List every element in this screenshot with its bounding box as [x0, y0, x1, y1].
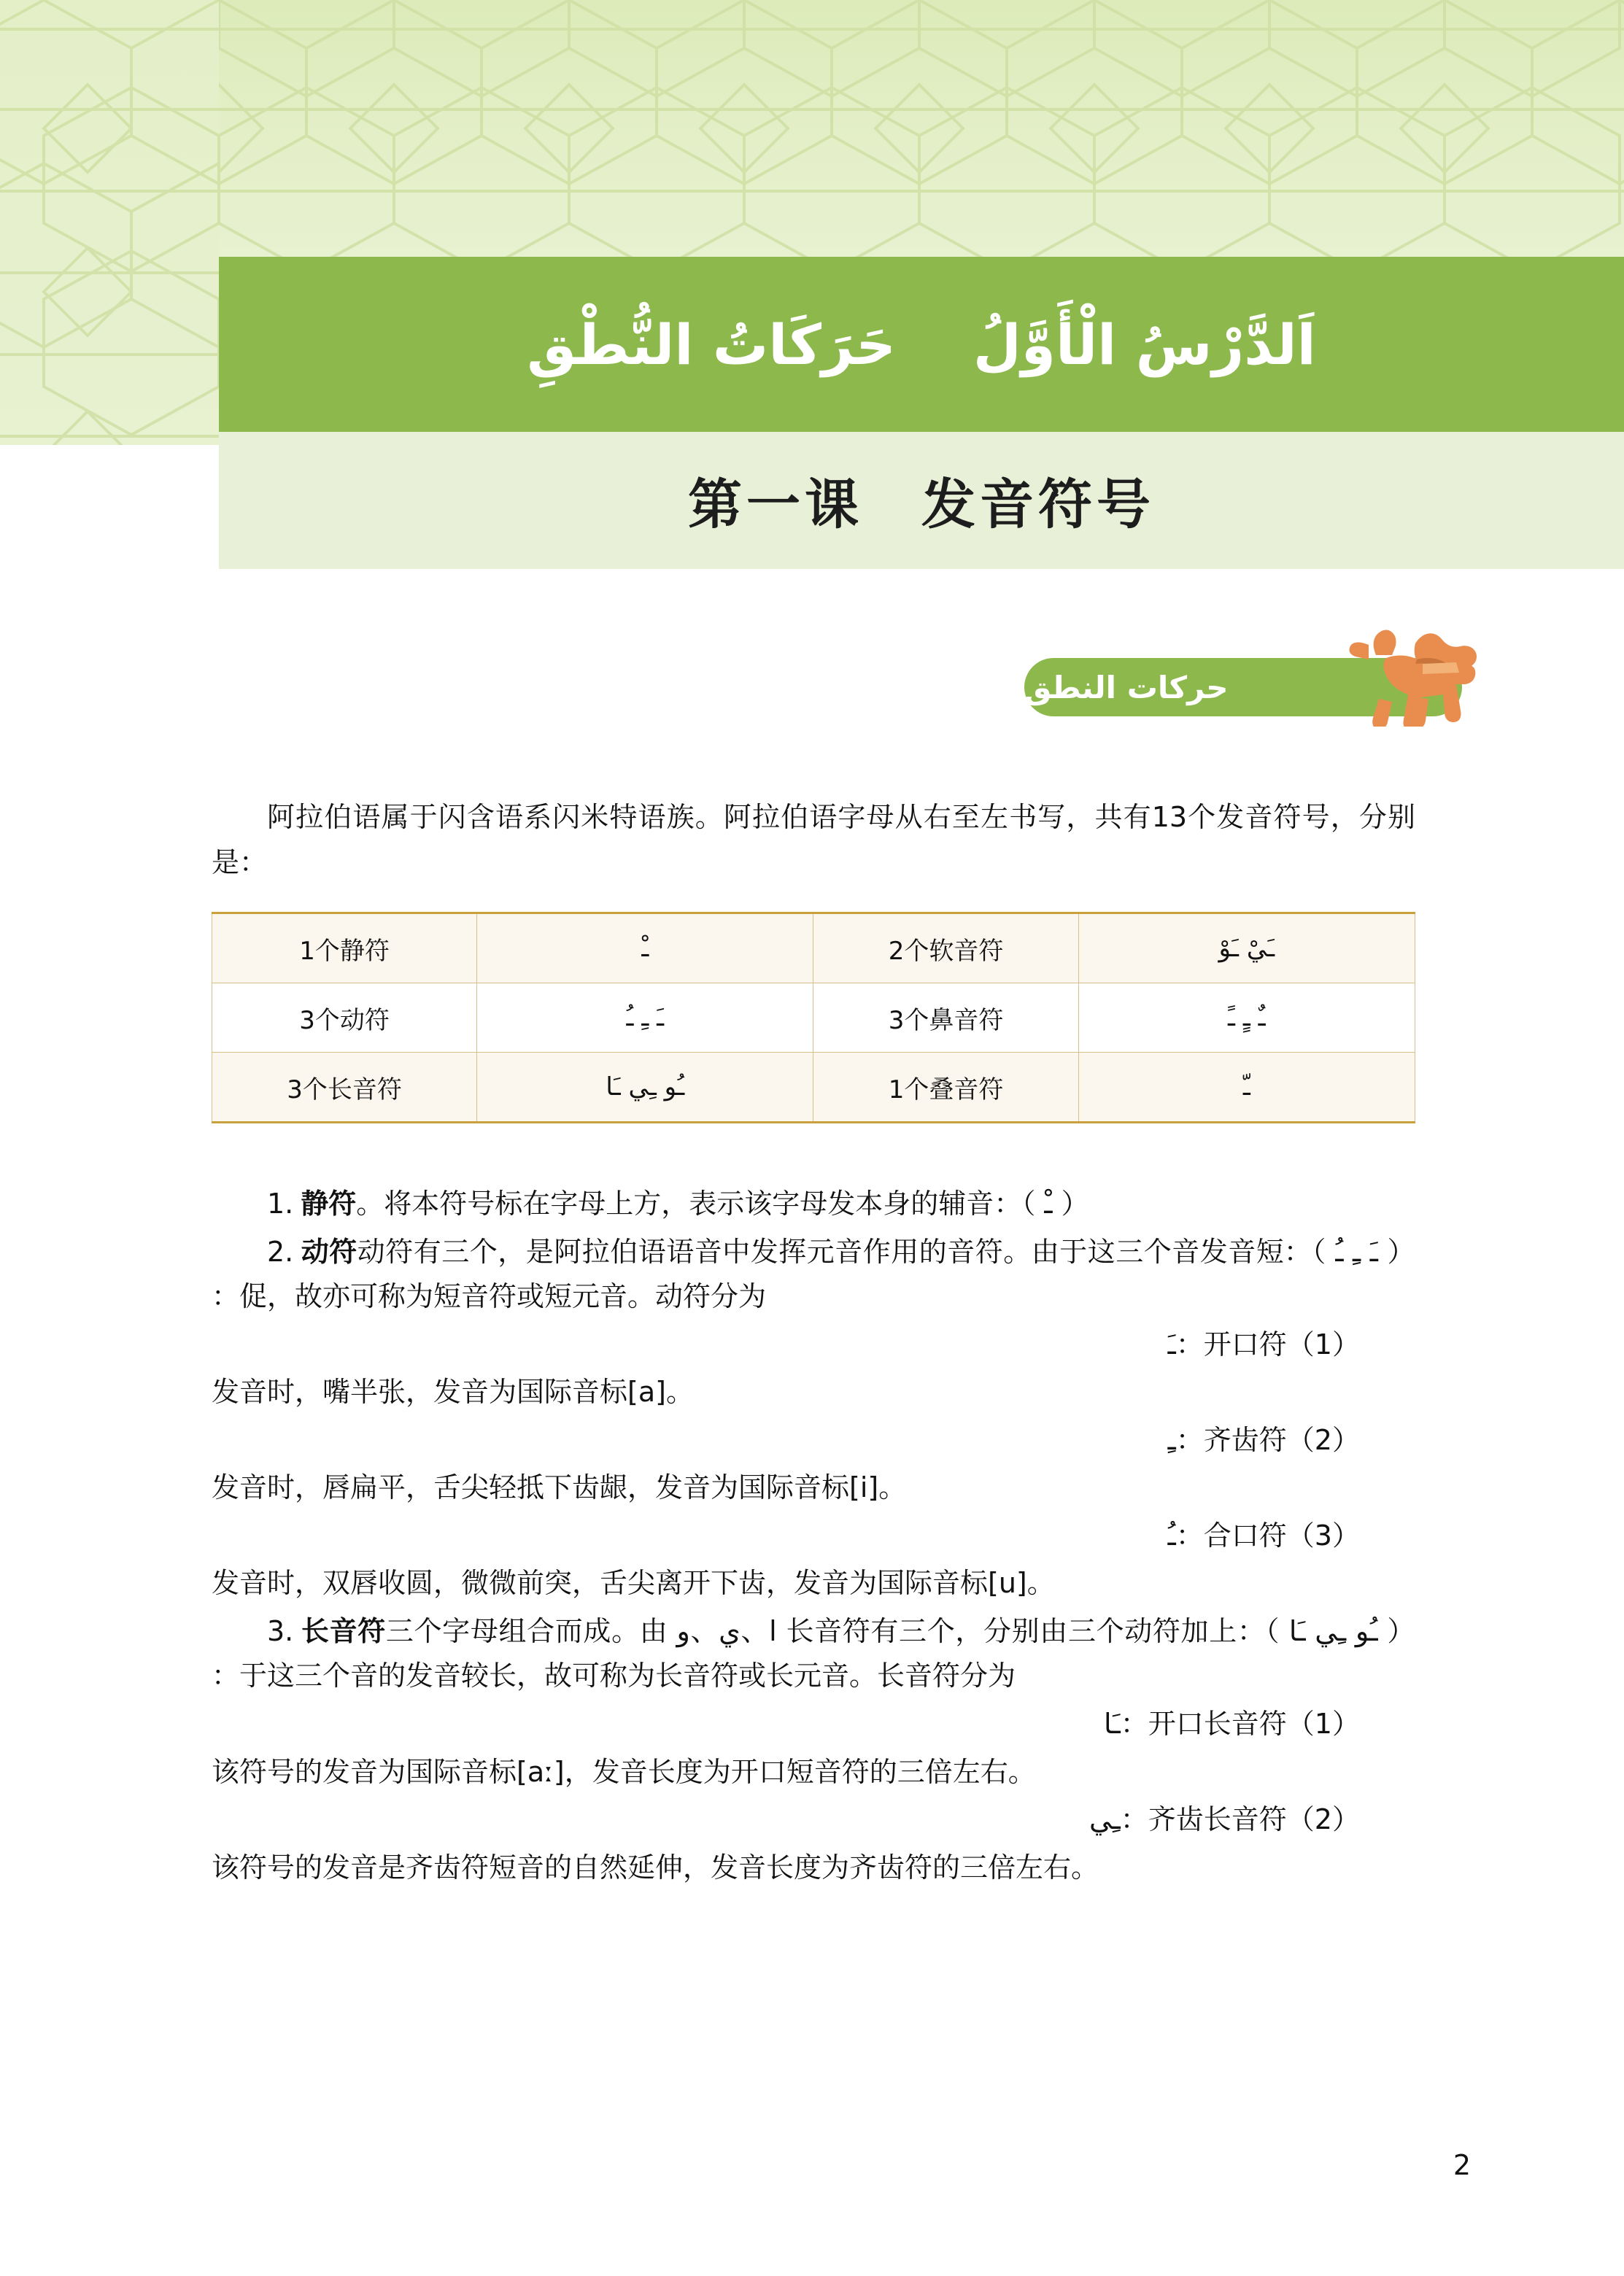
table-row [212, 1053, 1415, 1123]
table-row [212, 913, 1415, 983]
table-row [212, 983, 1415, 1053]
section-tag-label: حركات النطق [1024, 669, 1229, 705]
body-item-2 [212, 1230, 1415, 1320]
item-1-num: 1. [267, 1188, 294, 1220]
cell-label-left: 3个长音符 [212, 1053, 477, 1123]
intro-block [212, 795, 1415, 888]
left-decorative-band [0, 0, 219, 445]
lesson-title-arabic: اَلدَّرْسُ الْأَوَّلُ حَرَكَاتُ النُّطْقِ [527, 311, 1316, 377]
body-item-3-2-desc: 该符号的发音是齐齿符短音的自然延伸，发音长度为齐齿符的三倍左右。 [212, 1851, 1099, 1884]
geometric-pattern-icon [0, 0, 1624, 257]
intro-paragraph: 阿拉伯语属于闪含语系闪米特语族。阿拉伯语字母从右至左书写，共有13个发音符号，分别是： [212, 801, 1415, 878]
lesson-title-chinese: 第一课 发音符号 [688, 473, 1155, 536]
item-3-text: （ ـُو ـِي ـَا ）：长音符有三个，分别由三个动符加上 ا、ي、و 三个字母组合而成。由于这三个音的发音较长，故可称为长音符或长元音。长音符分为： [212, 1614, 1415, 1692]
body-item-2-2-desc: 发音时，唇扁平，舌尖轻抵下齿龈，发音为国际音标[i]。 [212, 1471, 907, 1504]
marks-table [212, 912, 1415, 1123]
camel-icon [1306, 617, 1488, 727]
item-3-num: 3. [267, 1614, 294, 1647]
cell-label-right: 3个鼻音符 [813, 983, 1078, 1053]
cell-label-right: 1个叠音符 [813, 1053, 1078, 1123]
body-item-3-1: （1）开口长音符：ـَا [1104, 1708, 1360, 1741]
item-1-text: （ ـْ ）：将本符号标在字母上方，表示该字母发本身的辅音。 [356, 1188, 1089, 1220]
body-item-3-1-desc: 该符号的发音为国际音标[aː]，发音长度为开口短音符的三倍左右。 [212, 1755, 1036, 1788]
cell-marks-left: ـْ [477, 913, 813, 983]
cell-marks-right: ـّ [1078, 1053, 1415, 1123]
body-block [212, 1182, 1415, 1893]
cell-marks-left: ـُو ـِي ـَا [477, 1053, 813, 1123]
item-2-term: 动符 [301, 1235, 357, 1268]
item-1-term: 静符 [301, 1188, 357, 1220]
body-item-1 [212, 1182, 1415, 1227]
cell-label-left: 3个动符 [212, 983, 477, 1053]
cell-marks-left: ـَ ـِ ـُ [477, 983, 813, 1053]
item-2-text: （ ـَ ـِ ـُ ）：动符有三个，是阿拉伯语语音中发挥元音作用的音符。由于这三个音发音短促，故亦可称为短音符或短元音。动符分为： [212, 1235, 1415, 1313]
body-item-3-2: （2）齐齿长音符：ـِي [1089, 1803, 1360, 1836]
item-2-num: 2. [267, 1235, 294, 1268]
cell-label-left: 1个静符 [212, 913, 477, 983]
marks-table-wrap [212, 912, 1415, 1123]
body-item-2-3: （3）合口符：ـُ [1167, 1519, 1360, 1552]
body-item-2-1-desc: 发音时，嘴半张，发音为国际音标[a]。 [212, 1376, 694, 1409]
body-item-2-3-desc: 发音时，双唇收圆，微微前突，舌尖离开下齿，发音为国际音标[u]。 [212, 1567, 1055, 1600]
body-item-3 [212, 1609, 1415, 1699]
geometric-pattern-side-icon [0, 0, 219, 445]
item-3-term: 长音符 [301, 1614, 386, 1647]
cell-marks-right: ـٌ ـٍ ـً [1078, 983, 1415, 1053]
page-number: 2 [1453, 2149, 1471, 2181]
cell-marks-right: ـَيْ ـَوْ [1078, 913, 1415, 983]
body-item-2-2: （2）齐齿符：ـِ [1167, 1423, 1360, 1456]
section-tag [1024, 649, 1462, 722]
lesson-title-chinese-bar [219, 432, 1624, 569]
cell-label-right: 2个软音符 [813, 913, 1078, 983]
body-item-2-1: （1）开口符：ـَ [1167, 1328, 1360, 1360]
top-decorative-band [0, 0, 1624, 257]
lesson-title-arabic-bar [219, 257, 1624, 432]
